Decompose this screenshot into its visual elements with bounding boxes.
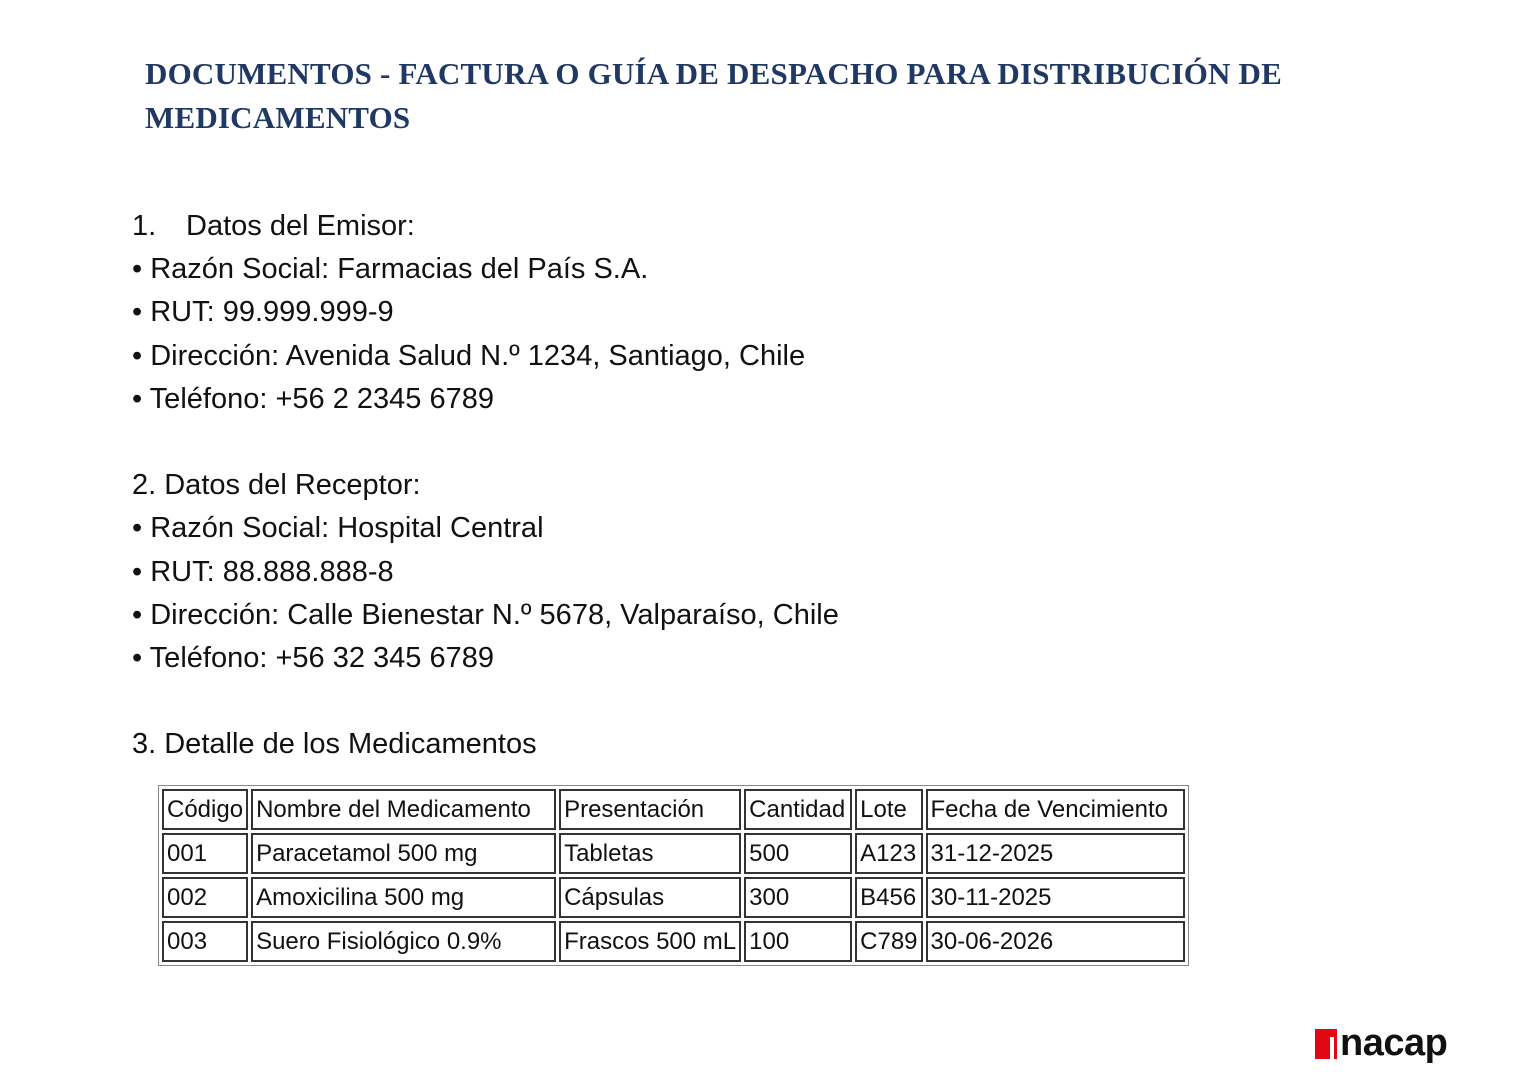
receptor-razon-social: • Razón Social: Hospital Central xyxy=(132,512,544,545)
receptor-telefono: • Teléfono: +56 32 345 6789 xyxy=(132,641,494,674)
table-cell: 003 xyxy=(162,921,248,962)
table-cell: C789 xyxy=(855,921,922,962)
table-header-row xyxy=(162,789,1185,830)
detalle-heading: 3. Detalle de los Medicamentos xyxy=(132,728,537,761)
inacap-logo xyxy=(1315,1023,1447,1063)
table-row xyxy=(162,833,1185,874)
table-cell: 001 xyxy=(162,833,248,874)
table-cell: Tabletas xyxy=(559,833,741,874)
column-header: Cantidad xyxy=(744,789,852,830)
emisor-heading xyxy=(132,205,839,248)
table-cell: 500 xyxy=(744,833,852,874)
table-cell: 30-06-2026 xyxy=(926,921,1185,962)
emisor-razon-social: • Razón Social: Farmacias del País S.A. xyxy=(132,253,649,286)
emisor-direccion: • Dirección: Avenida Salud N.º 1234, Santiago, Chile xyxy=(132,339,806,372)
page-title: DOCUMENTOS - FACTURA O GUÍA DE DESPACHO PARA DISTRIBUCIÓN DE MEDICAMENTOS xyxy=(145,56,1283,135)
document-body xyxy=(132,205,839,766)
table-row xyxy=(162,877,1185,918)
receptor-direccion: • Dirección: Calle Bienestar N.º 5678, Valparaíso, Chile xyxy=(132,598,839,631)
table-cell: Amoxicilina 500 mg xyxy=(251,877,556,918)
table-cell: 30-11-2025 xyxy=(926,877,1185,918)
table-cell: 31-12-2025 xyxy=(926,833,1185,874)
receptor-rut: • RUT: 88.888.888-8 xyxy=(132,555,394,588)
column-header: Presentación xyxy=(559,789,741,830)
receptor-heading: 2. Datos del Receptor: xyxy=(132,469,421,502)
logo-mark-icon xyxy=(1315,1029,1337,1059)
table-cell: 002 xyxy=(162,877,248,918)
table-row xyxy=(162,921,1185,962)
table-cell: Paracetamol 500 mg xyxy=(251,833,556,874)
table-cell: Frascos 500 mL xyxy=(559,921,741,962)
medicamentos-table xyxy=(158,785,1189,966)
table-cell: Suero Fisiológico 0.9% xyxy=(251,921,556,962)
emisor-number: 1. xyxy=(132,210,157,242)
table-cell: 300 xyxy=(744,877,852,918)
column-header: Fecha de Vencimiento xyxy=(926,789,1185,830)
column-header: Nombre del Medicamento xyxy=(251,789,556,830)
table-cell: A123 xyxy=(855,833,922,874)
emisor-telefono: • Teléfono: +56 2 2345 6789 xyxy=(132,382,494,415)
emisor-heading-text: Datos del Emisor: xyxy=(186,210,415,242)
column-header: Código xyxy=(162,789,248,830)
table-cell: 100 xyxy=(744,921,852,962)
table-cell: Cápsulas xyxy=(559,877,741,918)
table-cell: B456 xyxy=(855,877,922,918)
column-header: Lote xyxy=(855,789,922,830)
logo-text: nacap xyxy=(1340,1022,1448,1064)
emisor-rut: • RUT: 99.999.999-9 xyxy=(132,296,394,329)
